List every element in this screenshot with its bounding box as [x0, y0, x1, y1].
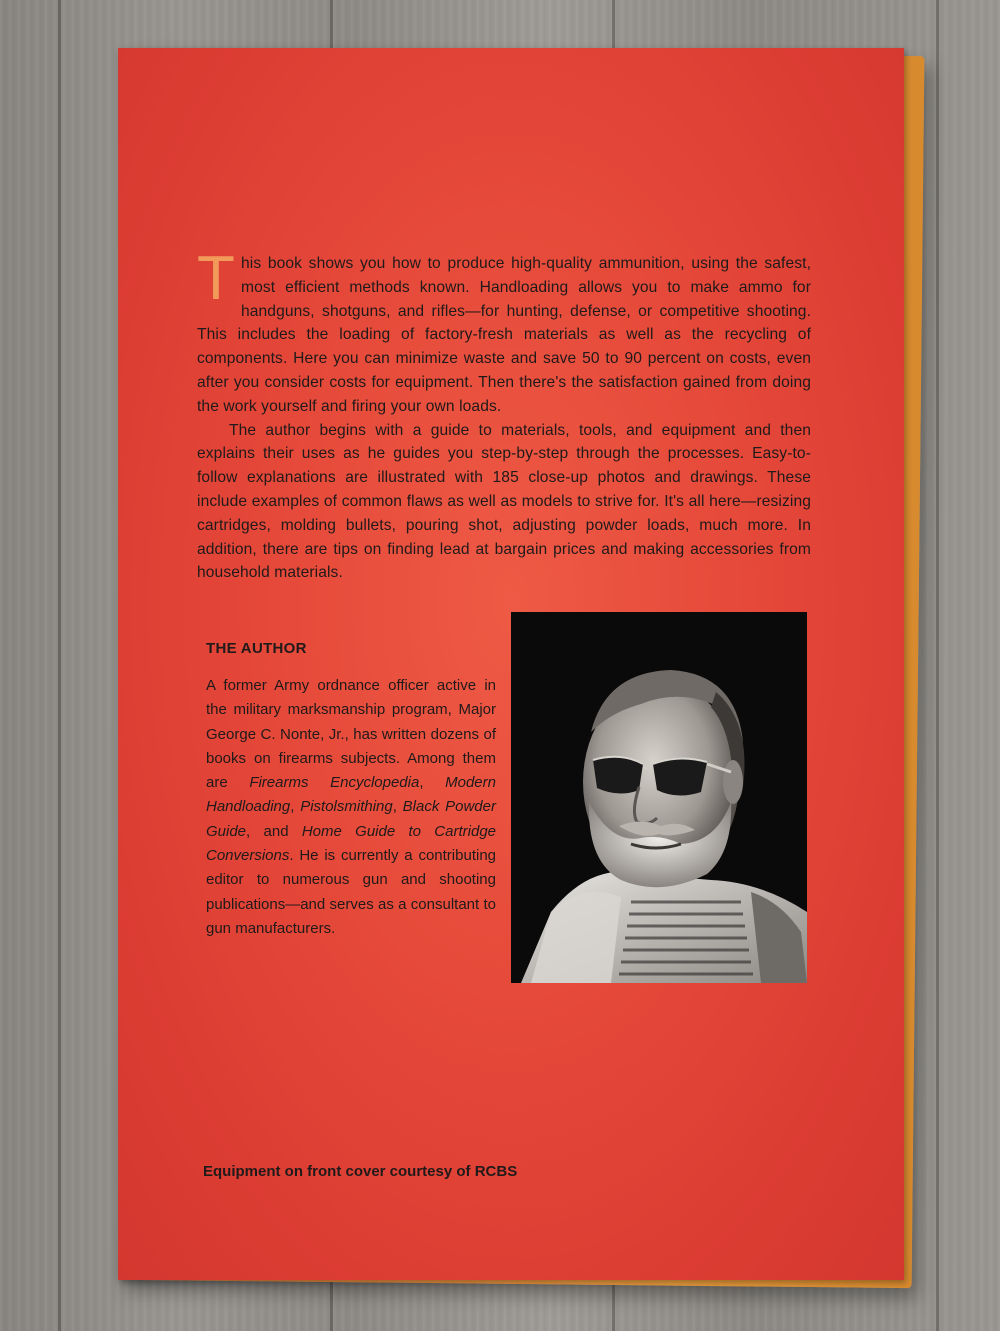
title-separator: , [392, 798, 403, 816]
blurb-paragraph-1 [197, 244, 811, 419]
book-blurb [197, 244, 811, 585]
book-title-pistolsmithing: Pistolsmithing [300, 798, 393, 816]
blurb-paragraph-2: The author begins with a guide to materials, tools, and equipment and then explains their uses as he guides you step-by-step through the processes. Easy-to-follow explanations are illustrated with 185 close-up photos and drawings. These include examples of common flaws as well as models to strive for. It's all here—resizing cartridges, molding bullets, pouring shot, adjusting powder loads, much more. In addition, there are tips on finding lead at bargain prices and making accessories from household materials. [197, 421, 811, 582]
title-separator: , and [246, 822, 302, 840]
book-title-firearms-encyclopedia: Firearms Encyclopedia [249, 774, 420, 792]
cover-credit: Equipment on front cover courtesy of RCBS [203, 1163, 518, 1180]
author-bio-intro: A former Army ordnance officer active in the military marksmanship program, Major George C. Nonte, Jr., has written dozens of books on firearms subjects. Among them are [206, 677, 496, 792]
book-title-modern-handloading: Modern Handloading [206, 774, 496, 816]
author-portrait-graphic [511, 612, 807, 983]
author-photo [511, 612, 807, 983]
book-title-black-powder-guide: Black Powder Guide [206, 798, 496, 840]
wood-plank-seam [936, 0, 939, 1331]
drop-cap: T [197, 244, 235, 313]
blurb-paragraph-1-text: his book shows you how to produce high-quality ammunition, using the safest, most efficient methods known. Handloading allows you to make ammo for handguns, shotguns, and rifles—for hunting, defense, or competitive shooting. This includes the loading of factory-fresh materials as well as the recycling of components. Here you can minimize waste and save 50 to 90 percent on costs, even after you consider costs for equipment. Then there's the satisfaction gained from doing the work yourself and firing your own loads. [197, 255, 811, 415]
title-separator: , [290, 798, 301, 816]
title-separator: , [419, 774, 446, 792]
author-heading: THE AUTHOR [206, 640, 307, 657]
author-bio [206, 674, 496, 941]
book-title-home-guide-cartridge-conversions: Home Guide to Cartridge Conversions [206, 822, 496, 865]
wood-plank-seam [58, 0, 61, 1331]
author-bio-outro: . He is currently a contributing editor to numerous gun and shooting publications—and serves as a consultant to gun manufacturers. [206, 847, 496, 937]
